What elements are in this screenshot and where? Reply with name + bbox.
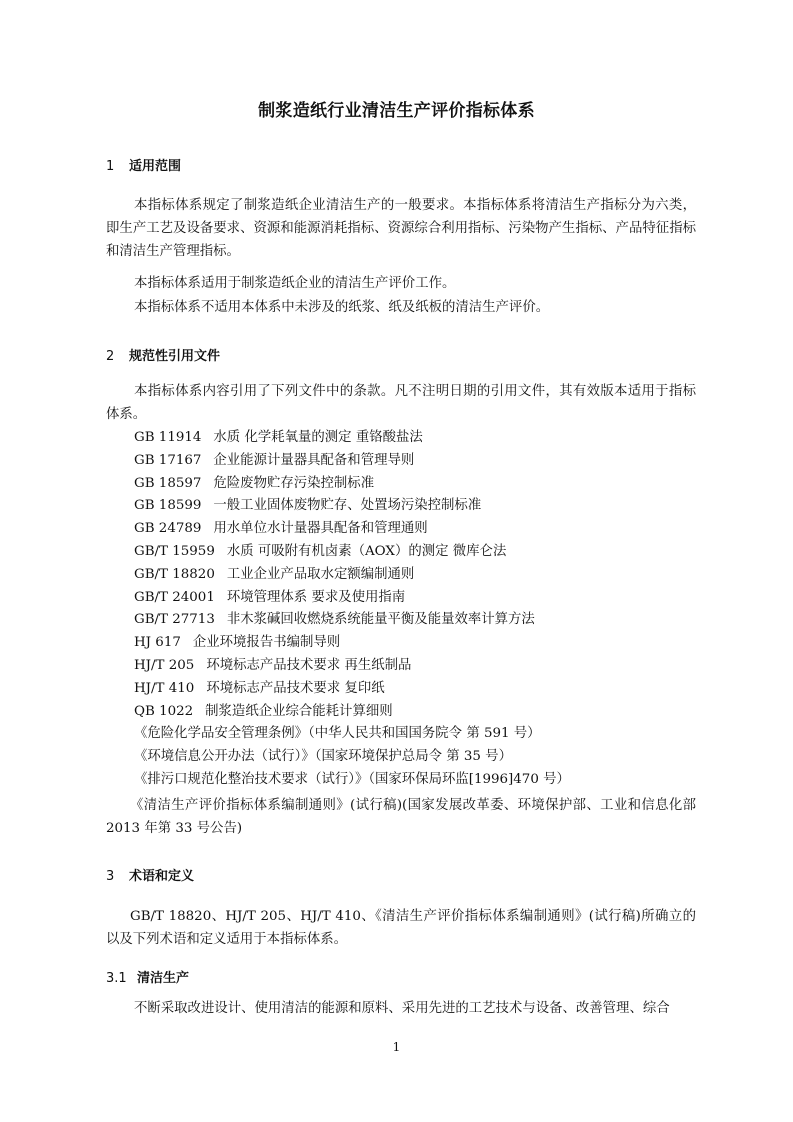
reference-item: [134, 655, 704, 678]
section-2-number: 2: [106, 349, 115, 364]
reference-item: [134, 450, 704, 473]
reference-code: HJ/T 205: [134, 657, 195, 673]
reference-title: 非木浆碱回收燃烧系统能量平衡及能量效率计算方法: [226, 612, 535, 628]
reference-item: [134, 541, 704, 564]
section-1-heading: [106, 155, 181, 174]
subsection-3-1-title: 清洁生产: [137, 971, 190, 986]
section-3-heading: [106, 865, 194, 884]
reference-code: QB 1022: [134, 703, 194, 719]
reference-title: 《环境信息公开办法（试行）》（国家环境保护总局令 第 35 号）: [134, 749, 512, 765]
reference-title: 水质 化学耗氧量的测定 重铬酸盐法: [213, 430, 423, 445]
section-1-number: 1: [106, 159, 115, 174]
section-3-title: 术语和定义: [129, 869, 195, 884]
reference-code: GB 11914: [134, 430, 202, 445]
reference-item: [134, 701, 704, 724]
document-title: 制浆造纸行业清洁生产评价指标体系: [258, 101, 535, 121]
reference-code: HJ 617: [134, 635, 181, 651]
reference-item: [134, 632, 704, 655]
reference-code: GB 18599: [134, 498, 202, 514]
reference-title: 环境标志产品技术要求 复印纸: [206, 680, 385, 696]
section-2-intro: 本指标体系内容引用了下列文件中的条款。凡不注明日期的引用文件，其有效版本适用于指标体系。: [106, 384, 696, 422]
section-2-heading: [106, 345, 220, 364]
reference-title: 制浆造纸企业综合能耗计算细则: [205, 703, 393, 719]
section-2-title: 规范性引用文件: [129, 349, 221, 364]
reference-item: [134, 746, 704, 769]
reference-list: [134, 427, 704, 792]
reference-title: 环境管理体系 要求及使用指南: [226, 589, 406, 605]
section-1-paragraph-2: 本指标体系适用于制浆造纸企业的清洁生产评价工作。: [134, 276, 456, 291]
reference-title: 用水单位水计量器具配备和管理通则: [213, 521, 428, 537]
reference-item: [134, 427, 704, 450]
section-3-intro: GB/T 18820、HJ/T 205、HJ/T 410、《清洁生产评价指标体系编制通则》(试行稿)所确立的以及下列术语和定义适用于本指标体系。: [106, 909, 696, 947]
reference-title: 《危险化学品安全管理条例》（中华人民共和国国务院令 第 591 号）: [134, 726, 541, 742]
subsection-3-1-number: 3.1: [106, 971, 127, 986]
reference-code: GB/T 24001: [134, 589, 215, 605]
reference-item: [134, 678, 704, 701]
reference-code: HJ/T 410: [134, 680, 195, 696]
reference-title: 企业环境报告书编制导则: [192, 635, 341, 651]
reference-item: [134, 518, 704, 541]
reference-item: [134, 587, 704, 610]
reference-item: [134, 495, 704, 518]
section-2-last-reference: 《清洁生产评价指标体系编制通则》(试行稿)(国家发展改革委、环境保护部、工业和信息化部 2013 年第 33 号公告): [106, 798, 696, 836]
page-number: 1: [392, 1040, 401, 1054]
reference-code: GB 18597: [134, 475, 202, 491]
reference-code: GB/T 27713: [134, 612, 215, 628]
reference-item: [134, 564, 704, 587]
reference-title: 水质 可吸附有机卤素（AOX）的测定 微库仑法: [226, 543, 507, 559]
section-3-number: 3: [106, 869, 115, 884]
reference-code: GB 17167: [134, 452, 202, 468]
reference-title: 一般工业固体废物贮存、处置场污染控制标准: [213, 498, 482, 514]
section-1-paragraph-1: 本指标体系规定了制浆造纸企业清洁生产的一般要求。本指标体系将清洁生产指标分为六类，即生产工艺及设备要求、资源和能源消耗指标、资源综合利用指标、污染物产生指标、产品特征指标和清洁生产管理指标。: [106, 198, 696, 259]
reference-code: GB/T 18820: [134, 566, 215, 582]
reference-item: [134, 609, 704, 632]
reference-code: GB/T 15959: [134, 543, 215, 559]
reference-title: 企业能源计量器具配备和管理导则: [213, 452, 415, 468]
reference-title: 工业企业产品取水定额编制通则: [226, 566, 415, 582]
reference-title: 《排污口规范化整治技术要求（试行）》（国家环保局环监[1996]470 号）: [134, 771, 570, 787]
reference-code: GB 24789: [134, 521, 202, 537]
reference-item: [134, 723, 704, 746]
reference-title: 危险废物贮存污染控制标准: [213, 475, 375, 491]
reference-item: [134, 473, 704, 496]
section-1-paragraph-3: 本指标体系不适用本体系中未涉及的纸浆、纸及纸板的清洁生产评价。: [134, 300, 550, 315]
subsection-3-1-paragraph: 不断采取改进设计、使用清洁的能源和原料、采用先进的工艺技术与设备、改善管理、综合: [134, 1001, 670, 1016]
subsection-3-1-heading: [106, 967, 189, 986]
reference-title: 环境标志产品技术要求 再生纸制品: [206, 657, 412, 673]
section-1-title: 适用范围: [129, 159, 182, 174]
reference-item: [134, 769, 704, 792]
